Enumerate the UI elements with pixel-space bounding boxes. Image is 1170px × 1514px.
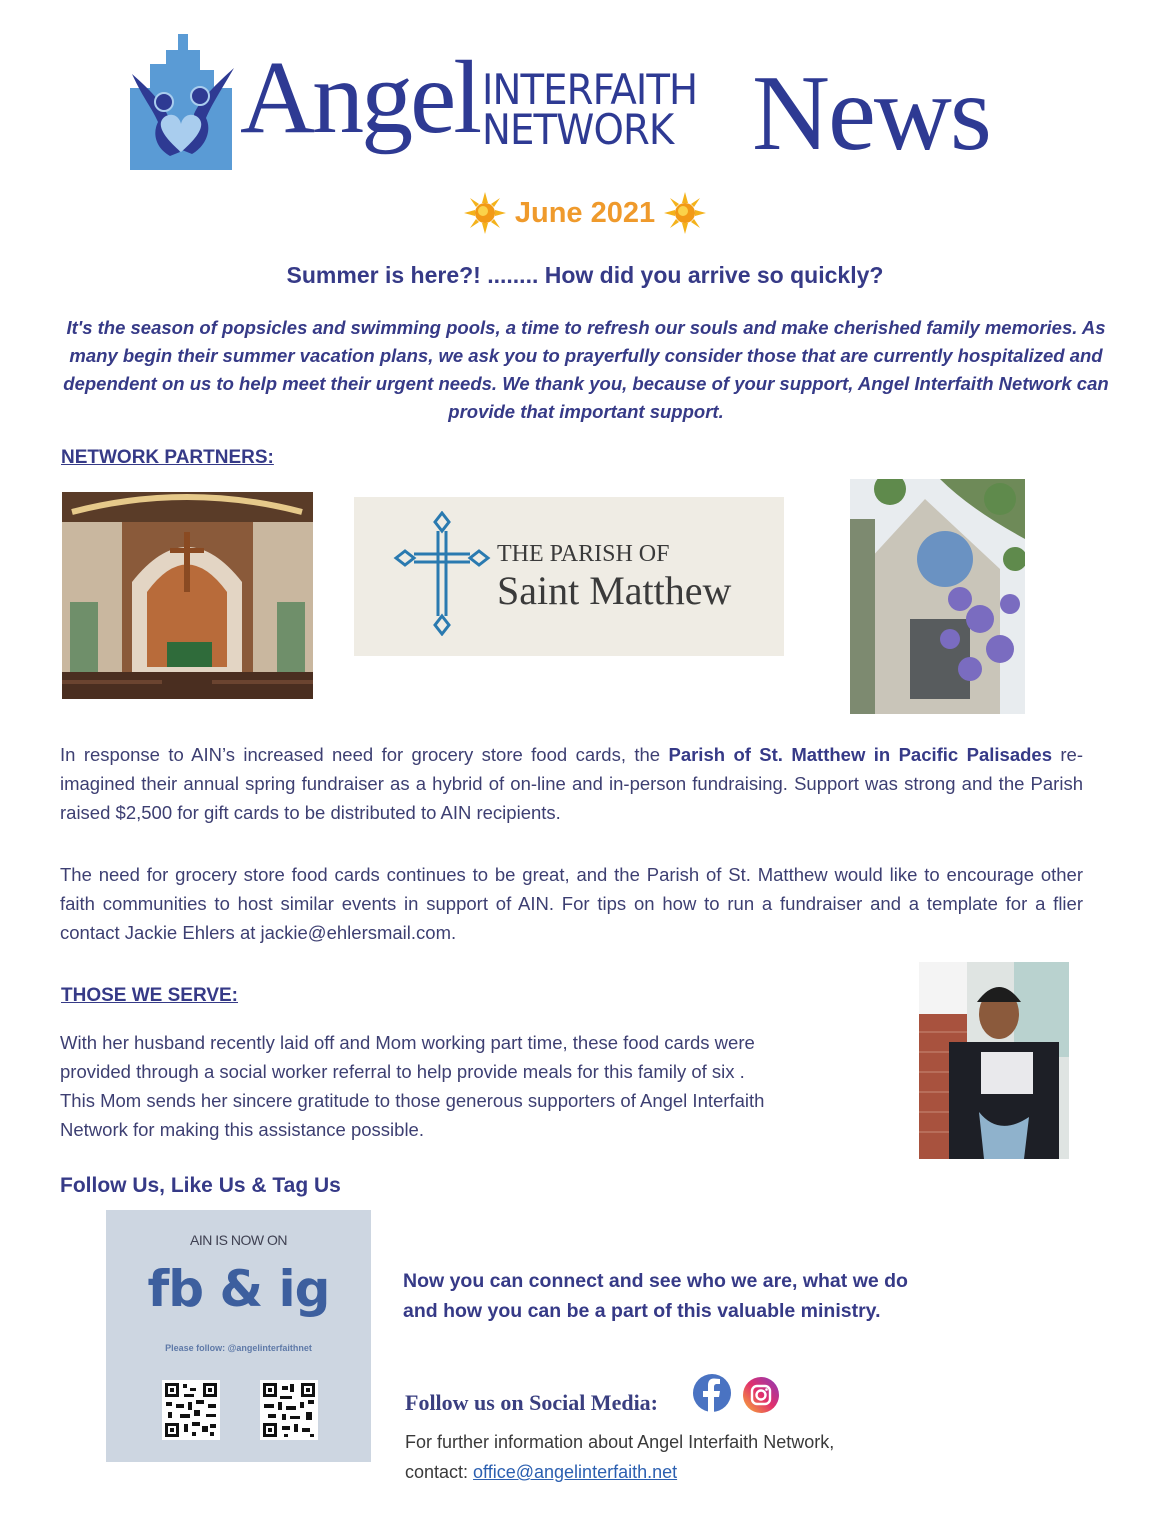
issue-date: June 2021 [514,196,656,229]
serve-line: With her husband recently laid off and Mom working part time, these food cards were [60,1032,755,1053]
connect-line: Now you can connect and see who we are, what we do [403,1270,908,1292]
church-exterior-photo [850,479,1025,714]
contact-email-link[interactable]: office@angelinterfaith.net [473,1462,678,1482]
contact-info [405,1427,834,1487]
parish-name-bold: Parish of St. Matthew in Pacific Palisades [668,744,1052,765]
parish-logo-line1: THE PARISH OF [497,541,670,567]
network-partners-heading: NETWORK PARTNERS: [61,447,274,468]
connect-line: and how you can be a part of this valuable ministry. [403,1300,881,1322]
intro-paragraph: It's the season of popsicles and swimming pools, a time to refresh our souls and make cherished family memories. As many begin their summer vacation plans, we ask you to prayerfully consider those that are currently hospitalized and dependent on us to help meet their urgent needs. We thank you, because of your support, Angel Interfaith Network can provide that important support. [63,317,1109,422]
serve-paragraph [60,1028,880,1144]
sun-icon [464,192,506,234]
connect-message [403,1266,908,1326]
serve-line: provided through a social worker referral to help provide meals for this family of six . [60,1061,745,1082]
facebook-qr-code[interactable] [162,1380,220,1440]
partners-para1-text-cont: re-imagined their annual spring fundraiser as a hybrid of on-line and in-person fundraising. Support was strong and the Parish raised $2,500 for gift cards to be distributed to AIN recipients. [60,744,1084,823]
logo-news-word: News [752,54,990,173]
cross-icon [392,511,492,636]
follow-us-heading: Follow Us, Like Us & Tag Us [60,1174,341,1197]
those-we-serve-heading: THOSE WE SERVE: [61,985,239,1006]
contact-label: contact: [405,1462,474,1482]
logo-interfaith: INTERFAITH [482,65,698,114]
fb-ig-flyer [106,1210,371,1462]
follow-social-label: Follow us on Social Media: [405,1390,659,1415]
instagram-qr-code[interactable] [260,1380,318,1440]
logo-network: NETWORK [482,105,674,154]
headline: Summer is here?! ........ How did you arrive so quickly? [286,262,884,288]
instagram-icon[interactable] [742,1376,780,1414]
info-line: For further information about Angel Interfaith Network, [405,1432,835,1452]
church-interior-photo [62,492,313,699]
angel-logo-icon [122,30,240,170]
flyer-top-text: AIN IS NOW ON [190,1232,287,1248]
logo-interfaith-network [482,65,698,154]
serve-line: This Mom sends her sincere gratitude to those generous supporters of Angel Interfaith [60,1090,765,1111]
partners-para1-text: In response to AIN’s increased need for grocery store food cards, the [60,744,669,765]
flyer-fb-ig: fb & ig [147,1260,330,1318]
parish-of-saint-matthew-logo [354,497,784,656]
serve-line: Network for making this assistance possible. [60,1119,424,1140]
logo-angel-word: Angel [240,40,480,155]
partners-paragraph-1 [60,740,1083,827]
facebook-icon[interactable] [692,1373,732,1413]
partners-paragraph-2: The need for grocery store food cards continues to be great, and the Parish of St. Matthew would like to encourage other faith communities to host similar events in support of AIN. For tips on how to run a fundraiser and a template for a flier contact Jackie Ehlers at jackie@ehlersmail.com. [60,864,1083,943]
parish-logo-line2: Saint Matthew [497,568,732,613]
contact-line [405,1457,834,1487]
recipient-photo [919,962,1069,1159]
flyer-follow-handle: Please follow: @angelinterfaithnet [165,1343,312,1353]
sun-icon [664,192,706,234]
issue-date-row [0,192,1170,234]
